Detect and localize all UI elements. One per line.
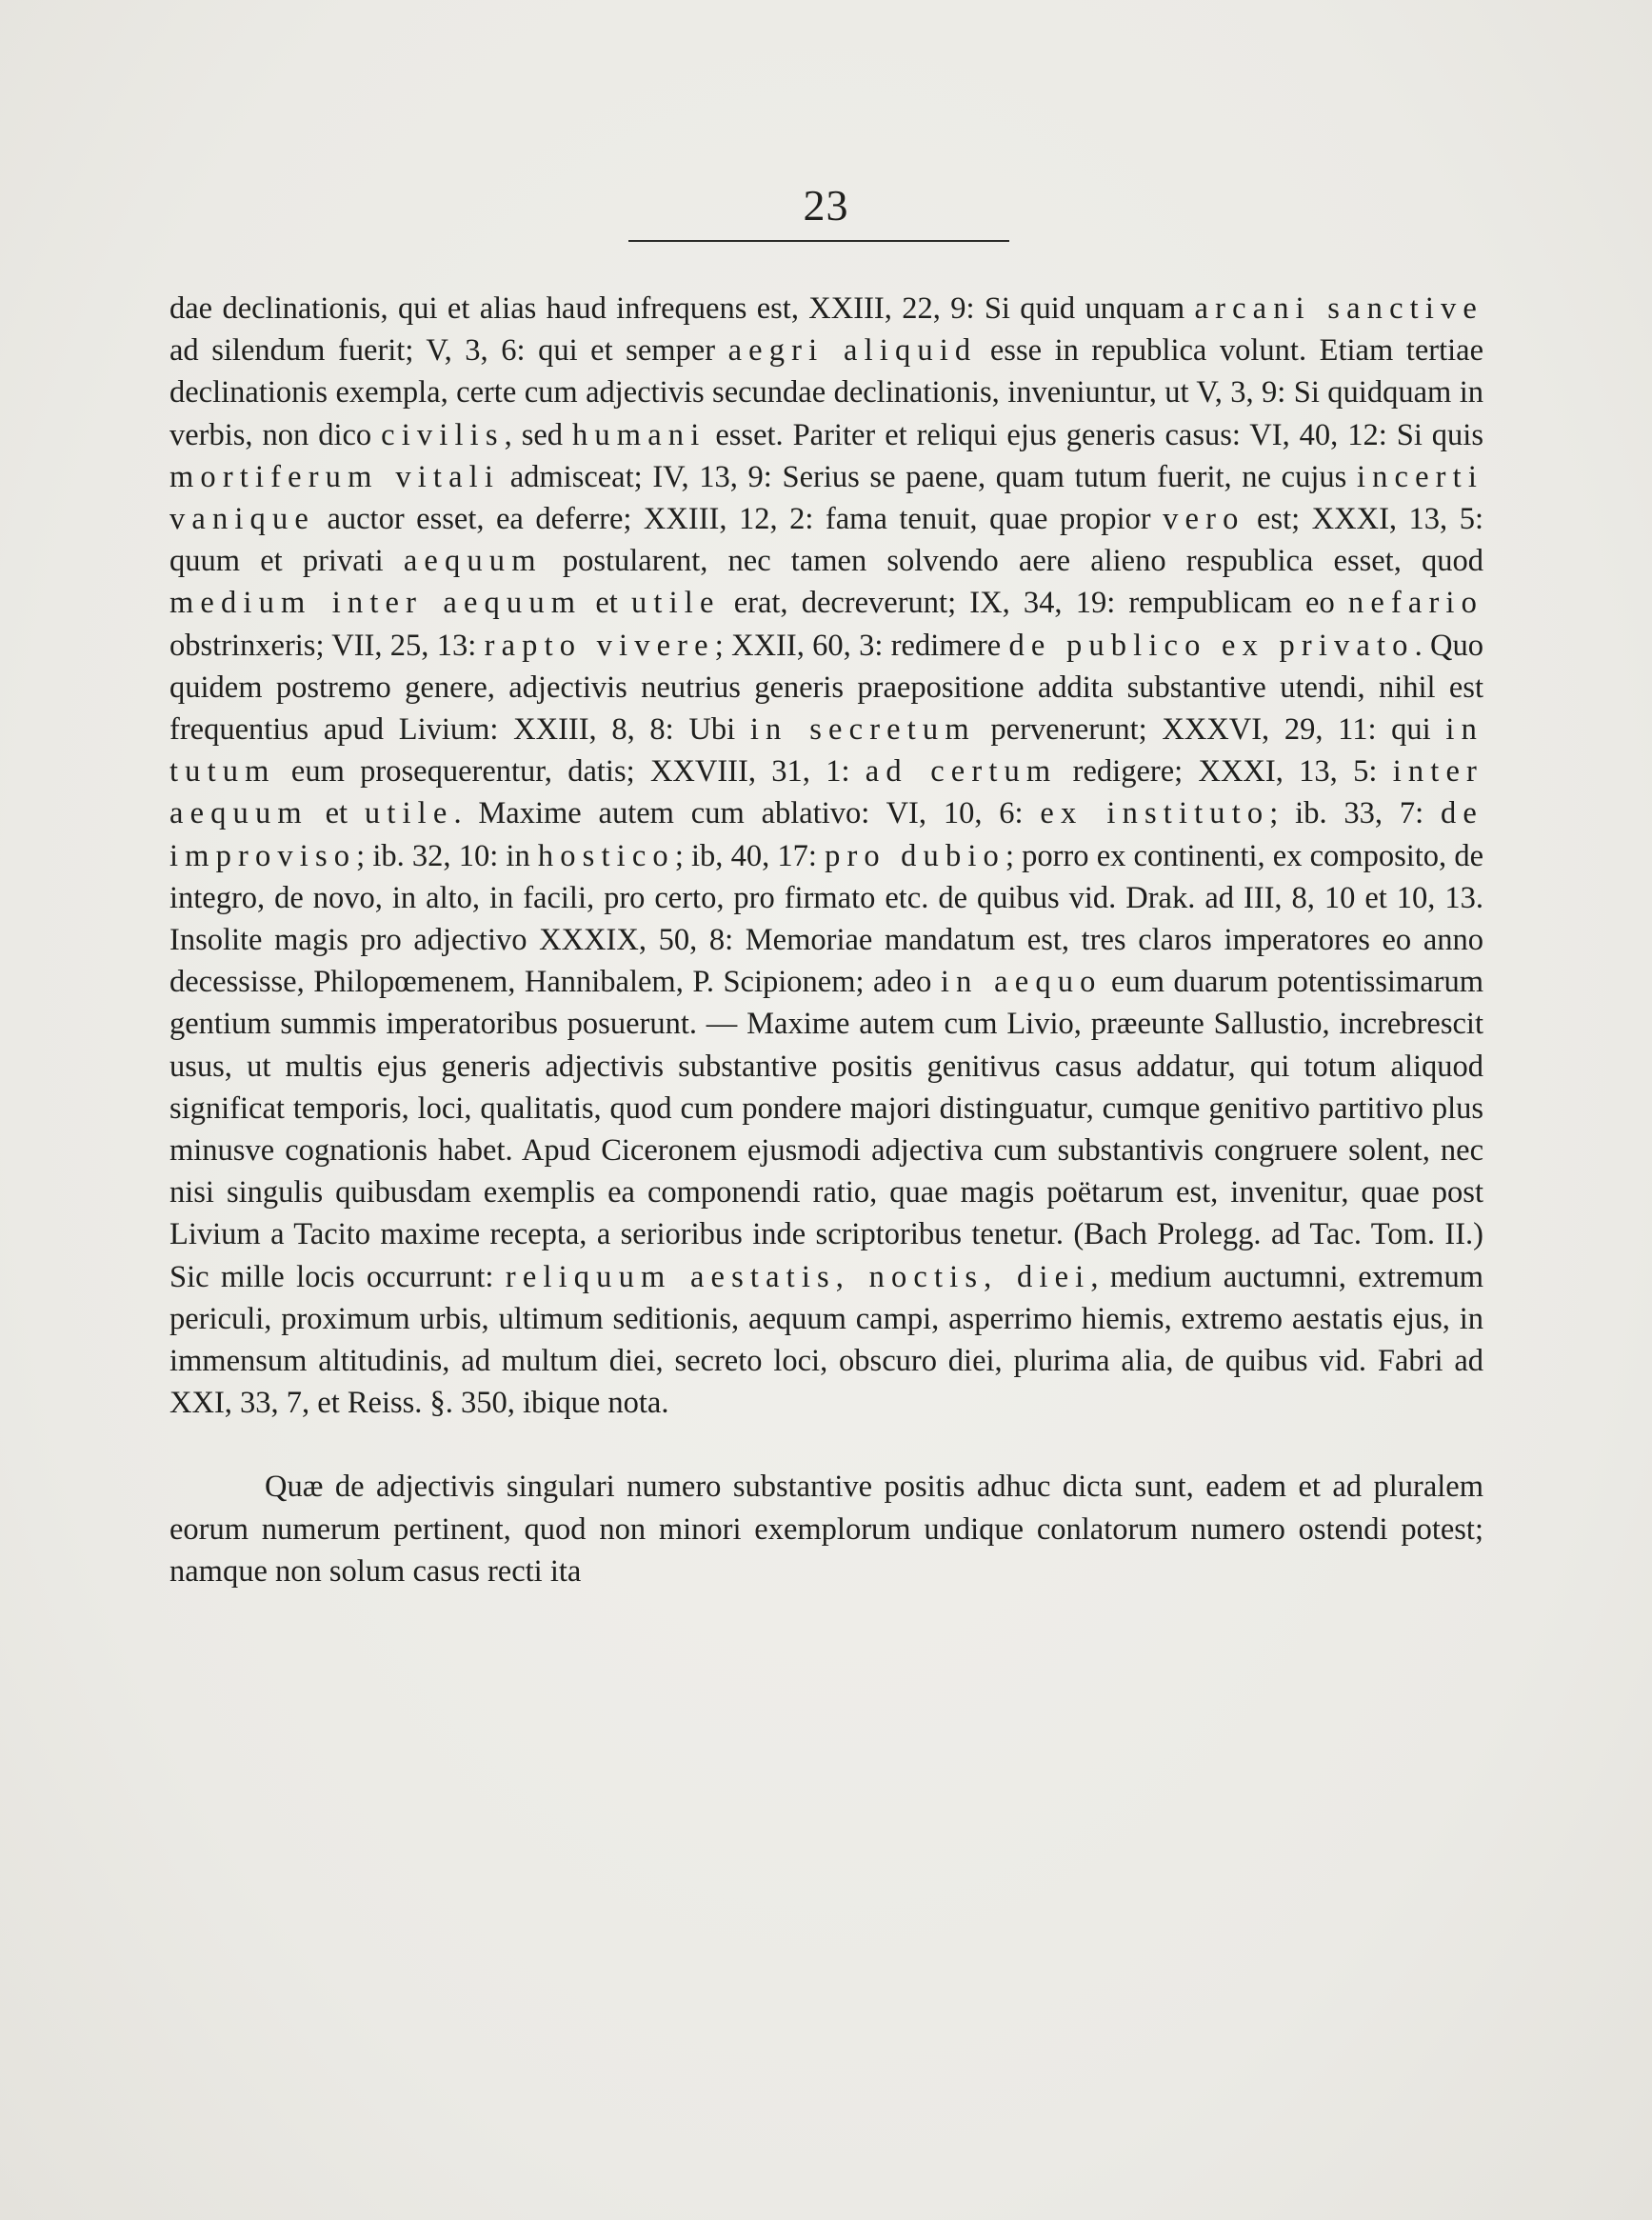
text-run: . Maxime autem cum ablativo: VI, 10, 6: xyxy=(453,796,1041,831)
spaced-emphasis-text: ad certum xyxy=(865,754,1058,790)
text-run: esse in republica volunt. Etiam tertiae declinationis exempla, certe cum adjectivis secundae declinationis, inveniuntur, ut V, 3, 9: Si quidquam in verbis, non dico xyxy=(169,333,1483,452)
spaced-emphasis-text: rapto vivere xyxy=(484,628,715,663)
spaced-emphasis-text: pro dubio xyxy=(825,838,1005,873)
text-run: . Quo quidem postremo genere, adjectivis neutrius generis praepositione addita substantive utendi, nihil est frequentius apud Livium: XXIII, 8, 8: Ubi xyxy=(169,628,1484,748)
text-run: dae declinationis, qui et alias haud infrequens est, XXIII, 22, 9: Si quid unquam xyxy=(169,291,1195,326)
text-run: postularent, nec tamen solvendo aere alieno respublica esset, quod xyxy=(542,544,1483,579)
spaced-emphasis-text: de improviso xyxy=(169,796,1483,873)
body-text xyxy=(169,288,1483,1592)
text-run: erat, decreverunt; IX, 34, 19: rempublicam eo xyxy=(720,586,1348,621)
text-run: ad silendum fuerit; V, 3, 6: qui et semper xyxy=(169,333,728,369)
text-run: Quæ de adjectivis singulari numero substantive positis adhuc dicta sunt, eadem et ad pluralem eorum numerum pertinent, quod non minori exemplorum undique conlatorum numero ostendi potest; namque non solum casus recti ita xyxy=(169,1470,1483,1589)
header-rule xyxy=(628,240,1009,242)
spaced-emphasis-text: in aequo xyxy=(940,965,1103,1000)
spaced-emphasis-text: inter aequum xyxy=(169,754,1483,831)
text-run: ; porro ex continenti, ex composito, de integro, de novo, in alto, in facili, pro certo, pro firmato etc. de quibus vid. Drak. ad III, 8, 10 et 10, 13. Insolite magis pro adjectivo XXXIX, 50, 8: Memoriae mandatum est, tres claros imperatores eo anno decessisse, Philopœmenem, Hannibalem, P. Scipionem; adeo xyxy=(169,838,1484,1000)
spaced-emphasis-text: hostico xyxy=(537,838,675,873)
spaced-emphasis-text: nefario xyxy=(1347,586,1483,621)
text-run: pervenerunt; XXXVI, 29, 11: qui xyxy=(975,712,1446,748)
spaced-emphasis-text: mortiferum vitali xyxy=(169,459,501,494)
text-run: eum prosequerentur, datis; XXVIII, 31, 1: xyxy=(275,754,866,790)
text-run: esset. Pariter et reliqui ejus generis casus: VI, 40, 12: Si quis xyxy=(706,417,1483,452)
text-run: obstrinxeris; VII, 25, 13: xyxy=(169,628,485,663)
spaced-emphasis-text: arcani sanctive xyxy=(1194,291,1483,326)
text-run: eum duarum potentissimarum gentium summis imperatoribus posuerunt. — Maxime autem cum Livio, præeunte Sallustio, increbrescit usus, ut multis ejus generis adjectivis substantive positis genitivus casus addatur, qui totum aliquod significat temporis, loci, qualitatis, quod cum pondere majori distinguatur, cumque genitivo partitivo plus minusve cognationis habet. Apud Ciceronem ejusmodi adjectiva cum substantivis congruere solent, nec nisi singulis quibusdam exemplis ea componendi ratio, quae magis poëtarum est, invenitur, quae post Livium a Tacito maxime recepta, a serioribus inde scriptoribus tenetur. (Bach Prolegg. ad Tac. Tom. II.) Sic mille locis occurrunt: xyxy=(169,965,1483,1294)
paragraph-2 xyxy=(169,1466,1483,1592)
spaced-emphasis-text: in secretum xyxy=(749,712,976,748)
spaced-emphasis-text: vero xyxy=(1163,502,1245,537)
text-run: , medium auctumni, extremum periculi, proximum urbis, ultimum seditionis, aequum campi, asperrimo hiemis, extremo aestatis ejus, in immensum altitudinis, ad multum diei, secreto loci, obscuro diei, plurima alia, de quibus vid. Fabri ad XXI, 33, 7, et Reiss. §. 350, ibique nota. xyxy=(169,1259,1483,1421)
spaced-emphasis-text: de publico ex privato xyxy=(1008,628,1415,663)
spaced-emphasis-text: aequum xyxy=(403,544,543,579)
spaced-emphasis-text: ex instituto xyxy=(1040,796,1270,831)
spaced-emphasis-text: utile xyxy=(364,796,454,831)
text-run: et xyxy=(308,796,365,831)
spaced-emphasis-text: incerti vanique xyxy=(169,459,1483,537)
text-run: ; XXII, 60, 3: redimere xyxy=(714,628,1009,663)
text-run: , sed xyxy=(504,417,572,452)
text-run: ; ib, 40, 17: xyxy=(674,838,826,873)
page-number: 23 xyxy=(803,181,849,230)
spaced-emphasis-text: in tutum xyxy=(169,712,1483,790)
paragraph-1 xyxy=(169,288,1483,1424)
text-run: ; ib. 33, 7: xyxy=(1269,796,1442,831)
text-run: et xyxy=(582,586,631,621)
spaced-emphasis-text: utile xyxy=(631,586,721,621)
text-run: ; ib. 32, 10: in xyxy=(356,838,538,873)
text-run: auctor esset, ea deferre; XXIII, 12, 2: fama tenuit, quae propior xyxy=(314,502,1164,537)
spaced-emphasis-text: civilis xyxy=(381,417,505,452)
text-run: redigere; XXXI, 13, 5: xyxy=(1057,754,1393,790)
text-run: admisceat; IV, 13, 9: Serius se paene, quam tutum fuerit, ne cujus xyxy=(500,459,1357,494)
spaced-emphasis-text: aegri aliquid xyxy=(727,333,978,369)
spaced-emphasis-text: reliquum aestatis, noctis, diei xyxy=(505,1259,1091,1294)
spaced-emphasis-text: humani xyxy=(572,417,707,452)
spaced-emphasis-text: medium inter aequum xyxy=(169,586,583,621)
text-run: est; XXXI, 13, 5: quum et privati xyxy=(169,502,1483,579)
